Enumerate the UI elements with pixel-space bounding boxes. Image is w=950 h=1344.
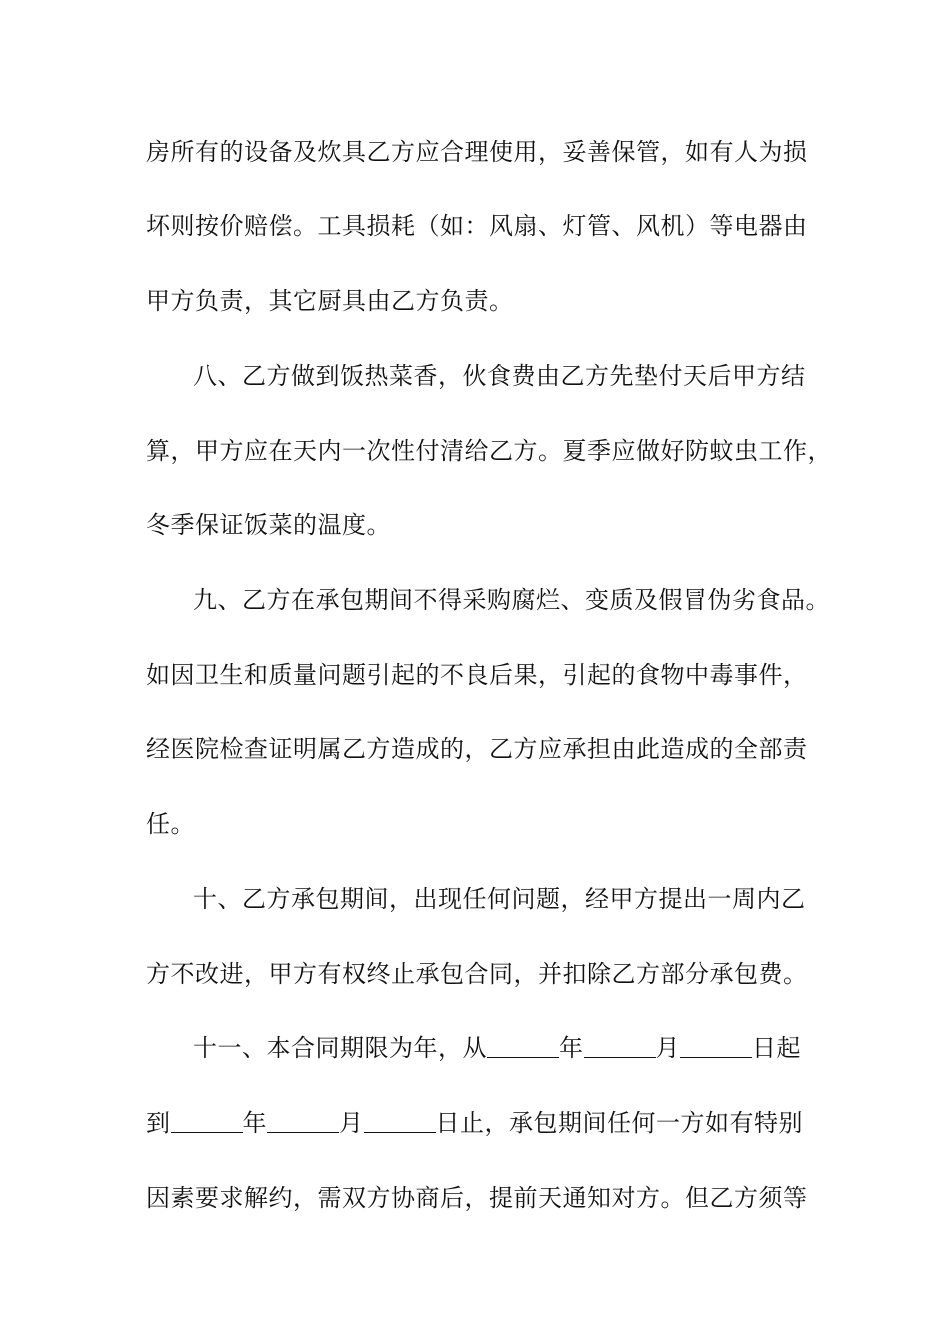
text-segment: 日起 — [752, 1034, 801, 1062]
text-line: 因素要求解约，需双方协商后，提前天通知对方。但乙方须等 — [146, 1184, 808, 1212]
text-line: 冬季保证饭菜的温度。 — [146, 511, 391, 539]
text-line — [146, 1103, 836, 1143]
text-segment: 到 — [146, 1109, 171, 1137]
blank-field-day — [680, 1033, 752, 1058]
text-line: 如因卫生和质量问题引起的不良后果，引起的食物中毒事件， — [146, 661, 808, 689]
text-segment: 年 — [242, 1109, 267, 1137]
blank-field-year — [487, 1033, 559, 1058]
text-line: 坏则按价赔偿。工具损耗（如：风扇、灯管、风机）等电器由 — [146, 212, 808, 240]
clause-11-start — [193, 1028, 883, 1068]
text-line: 方不改进，甲方有权终止承包合同，并扣除乙方部分承包费。 — [146, 960, 808, 988]
text-line: 经医院检查证明属乙方造成的，乙方应承担由此造成的全部责 — [146, 735, 808, 763]
text-line: 甲方负责，其它厨具由乙方负责。 — [146, 287, 514, 315]
text-segment: 年 — [559, 1034, 584, 1062]
text-segment: 日止，承包期间任何一方如有特别 — [435, 1109, 803, 1137]
blank-field-month — [267, 1108, 339, 1133]
text-line: 任。 — [146, 810, 195, 838]
clause-8-start: 八、乙方做到饭热菜香，伙食费由乙方先垫付天后甲方结 — [193, 362, 806, 390]
text-segment: 月 — [655, 1034, 680, 1062]
text-line: 算，甲方应在天内一次性付清给乙方。夏季应做好防蚊虫工作， — [146, 437, 832, 465]
text-segment: 月 — [339, 1109, 364, 1137]
text-segment: 十一、本合同期限为年，从 — [193, 1034, 487, 1062]
clause-10-start: 十、乙方承包期间，出现任何问题，经甲方提出一周内乙 — [193, 885, 806, 913]
blank-field-day — [364, 1108, 436, 1133]
blank-field-year — [171, 1108, 243, 1133]
text-line: 房所有的设备及炊具乙方应合理使用，妥善保管，如有人为损 — [146, 138, 808, 166]
blank-field-month — [584, 1033, 656, 1058]
clause-9-start: 九、乙方在承包期间不得采购腐烂、变质及假冒伪劣食品。 — [193, 586, 830, 614]
